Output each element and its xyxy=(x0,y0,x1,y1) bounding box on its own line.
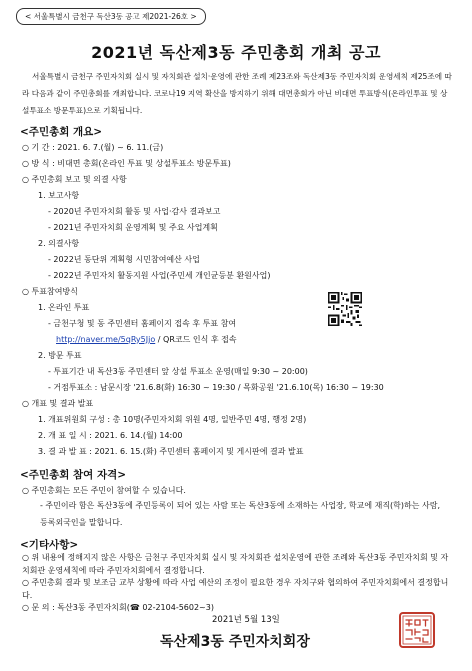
intro-paragraph: 서울특별시 금천구 주민자치회 실시 및 자치회관 설치·운영에 관한 조례 제23조와 독산제3동 주민자치회 운영세칙 제25조에 따라 다음과 같이 주민총회를 개최합니다. 코로나19 지역 확산을 방지하기 위해 대면총회가 아닌 비대면 투표방식(온라인투표 및 상설투표소 방문투표)으로 기획됩니다. xyxy=(22,72,452,115)
contact-line: ○ 문 의 : 독산3동 주민자치회(☎ 02-2104-5602~3) xyxy=(22,603,214,612)
result-item: 2. 개 표 일 시 : 2021. 6. 14.(월) 14:00 xyxy=(38,431,183,440)
overview-agenda-heading: ○ 주민총회 보고 및 의결 사항 xyxy=(22,175,127,184)
notice-date: 2021년 5월 13일 xyxy=(212,615,280,625)
decide-item: - 2022년 주민자치 활동지원 사업(주민세 개인균등분 환원사업) xyxy=(48,271,271,280)
qualify-detail: - 주민이라 함은 독산3동에 주민등록이 되어 있는 사람 또는 독산3동에 소재하는 사업장, 학교에 재직(학)하는 사람, 등록외국인을 말합니다. xyxy=(40,501,441,527)
decide-item: - 2022년 동단위 계획형 시민참여예산 사업 xyxy=(48,255,200,264)
other-line: ○ 위 내용에 정해지지 않은 사항은 금천구 주민자치회 실시 및 자치회관 설치운영에 관한 조례와 독산3동 주민자치회 및 자치회관 운영세칙에 따라 주민자치회에서 결정합니다. xyxy=(22,553,449,575)
visit-vote-heading: 2. 방문 투표 xyxy=(38,351,82,360)
visit-vote-item: - 거점투표소 : 남문시장 '21.6.8(화) 16:30 ~ 19:30 / 목화공원 '21.6.10(목) 16:30 ~ 19:30 xyxy=(48,383,384,392)
other-line: ○ 주민총회 결과 및 보조금 교부 상황에 따라 사업 예산의 조정이 필요한 경우 자치구와 협의하여 주민자치회에서 결정합니다. xyxy=(22,578,449,600)
report-item: - 2020년 주민자치회 활동 및 사업·감사 결과보고 xyxy=(48,207,221,216)
official-seal-icon xyxy=(399,612,435,648)
overview-method: ○ 방 식 : 비대면 총회(온라인 투표 및 상설투표소 방문투표) xyxy=(22,159,231,168)
vote-link-tail: / QR코드 인식 후 접속 xyxy=(155,335,237,344)
result-item: 1. 개표위원회 구성 : 총 10명(주민자치회 위원 4명, 일반주민 4명, 행정 2명) xyxy=(38,415,307,424)
visit-vote-item: - 투표기간 내 독산3동 주민센터 앞 상설 투표소 운영(매일 9:30 ~ 20:00) xyxy=(48,367,308,376)
online-vote-item: - 금천구청 및 동 주민센터 홈페이지 접속 후 투표 참여 xyxy=(48,319,237,328)
signature-title: 독산제3동 주민자치회장 xyxy=(160,634,310,650)
qr-code-image[interactable] xyxy=(328,292,362,326)
decide-heading: 2. 의결사항 xyxy=(38,239,80,248)
notice-number-badge: < 서울특별시 금천구 독산3동 공고 제2021-26호 > xyxy=(16,8,206,25)
result-heading: ○ 개표 및 결과 발표 xyxy=(22,399,94,408)
vote-method-heading: ○ 투표참여방식 xyxy=(22,287,78,296)
overview-heading: <주민총회 개요> xyxy=(20,126,103,138)
result-item: 3. 결 과 발 표 : 2021. 6. 15.(화) 주민센터 홈페이지 및 게시판에 결과 발표 xyxy=(38,447,304,456)
online-vote-link-line xyxy=(56,334,237,346)
overview-period: ○ 기 간 : 2021. 6. 7.(월) ~ 6. 11.(금) xyxy=(22,143,164,152)
qualify-line: ○ 주민총회는 모든 주민이 참여할 수 있습니다. xyxy=(22,486,186,495)
qualify-heading: <주민총회 참여 자격> xyxy=(20,469,127,481)
report-heading: 1. 보고사항 xyxy=(38,191,80,200)
report-item: - 2021년 주민자치회 운영계획 및 주요 사업계획 xyxy=(48,223,218,232)
vote-link[interactable]: http://naver.me/5qRy5Jjo xyxy=(56,335,156,344)
other-heading: <기타사항> xyxy=(20,539,79,551)
online-vote-heading: 1. 온라인 투표 xyxy=(38,303,90,312)
page-title: 2021년 독산제3동 주민총회 개최 공고 xyxy=(91,43,381,62)
